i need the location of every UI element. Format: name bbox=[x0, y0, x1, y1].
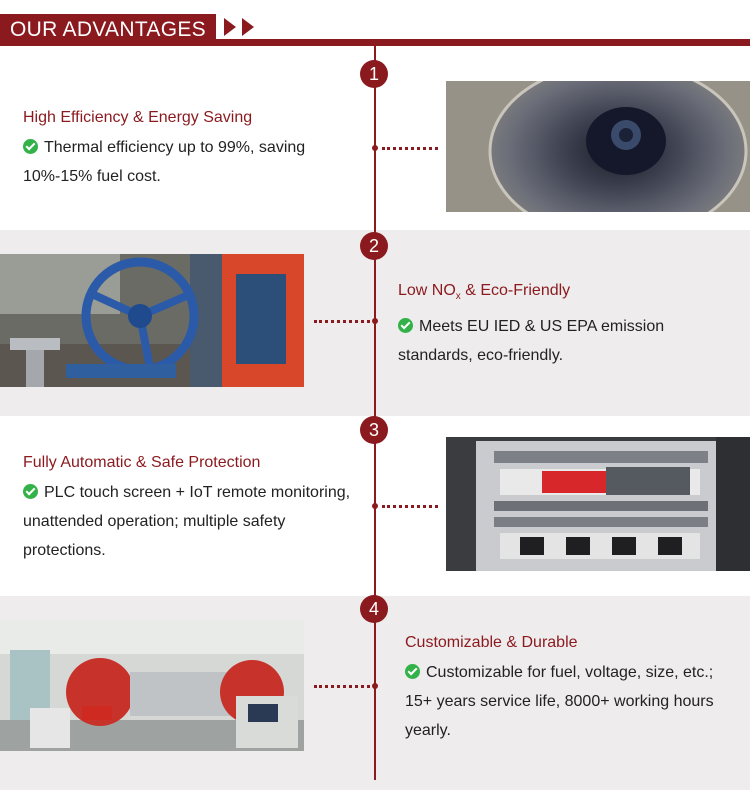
valve-equipment-photo bbox=[0, 254, 304, 387]
step-number-3: 3 bbox=[360, 416, 388, 444]
burner-chamber-photo bbox=[446, 81, 750, 212]
advantage-title: Customizable & Durable bbox=[405, 634, 578, 651]
advantage-description: Thermal efficiency up to 99%, saving 10%-15% fuel cost. bbox=[23, 139, 306, 185]
step-number-1: 1 bbox=[360, 60, 388, 88]
section-header bbox=[0, 0, 750, 46]
advantage-text-2 bbox=[398, 280, 738, 370]
connector-node-1 bbox=[372, 145, 378, 151]
connector-dots-4 bbox=[314, 685, 370, 688]
connector-node-4 bbox=[372, 683, 378, 689]
check-circle-icon bbox=[23, 139, 38, 154]
connector-dots-2 bbox=[314, 320, 370, 323]
step-number-4: 4 bbox=[360, 595, 388, 623]
check-circle-icon bbox=[405, 664, 420, 679]
boiler-room-photo bbox=[0, 620, 304, 751]
advantage-text-1 bbox=[23, 107, 353, 191]
advantage-title: Low $NO_x$ & Eco-Friendly bbox=[398, 282, 571, 303]
timeline-line bbox=[374, 46, 376, 780]
connector-dots-1 bbox=[382, 147, 438, 150]
double-chevron-right-icon bbox=[222, 16, 262, 38]
advantage-text-3 bbox=[23, 452, 368, 565]
control-panel-photo bbox=[446, 437, 750, 571]
advantage-description: PLC touch screen + IoT remote monitoring, unattended operation; multiple safety protections. bbox=[23, 484, 351, 559]
advantage-title: Fully Automatic & Safe Protection bbox=[23, 454, 261, 471]
section-title: OUR ADVANTAGES bbox=[0, 14, 216, 44]
connector-node-2 bbox=[372, 318, 378, 324]
advantage-description: Customizable for fuel, voltage, size, etc.; 15+ years service life, 8000+ working hours yearly. bbox=[405, 664, 714, 739]
advantage-text-4 bbox=[405, 632, 745, 745]
connector-node-3 bbox=[372, 503, 378, 509]
advantage-title: High Efficiency & Energy Saving bbox=[23, 109, 253, 126]
step-number-2: 2 bbox=[360, 232, 388, 260]
connector-dots-3 bbox=[382, 505, 438, 508]
check-circle-icon bbox=[398, 318, 413, 333]
check-circle-icon bbox=[23, 484, 38, 499]
advantage-description: Meets EU IED & US EPA emission standards, eco-friendly. bbox=[398, 318, 665, 365]
